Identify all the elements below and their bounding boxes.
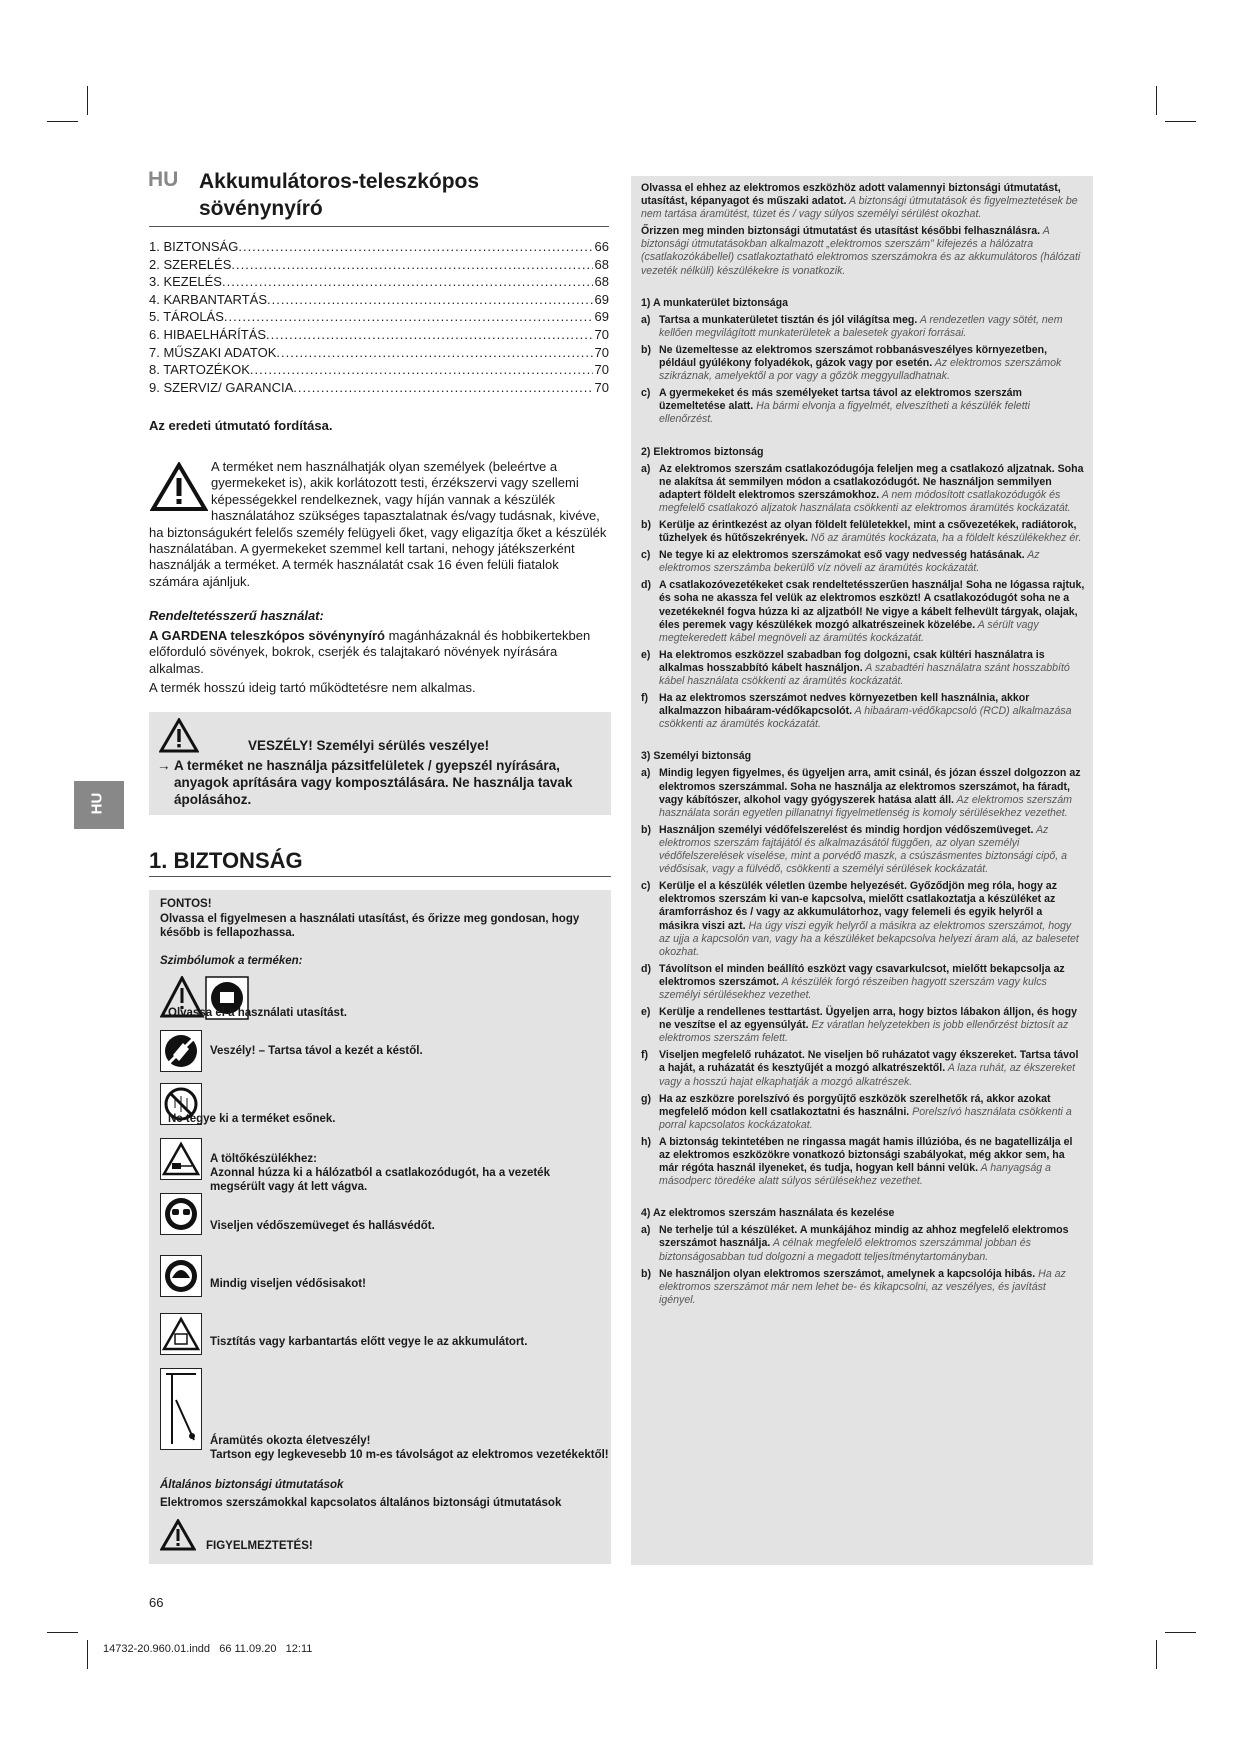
toc-row[interactable] — [149, 308, 609, 326]
product-name: A GARDENA teleszkópos sövénynyíró — [149, 628, 385, 643]
item-key: a) — [641, 462, 651, 475]
toc-dots — [222, 273, 593, 291]
item-italic: A készülék forgó részeiben hagyott szerszám vagy kulcs személyi sérülésekhez vezethet. — [659, 975, 1047, 1001]
toc-dots — [276, 344, 592, 362]
battery-icon — [160, 1313, 202, 1355]
item-key: g) — [641, 1092, 651, 1105]
item-italic: A laza ruhát, az ékszereket vagy a hosszú hajat elkaphatják a mozgó alkatrészek. — [659, 1062, 1076, 1088]
item-italic: A hanyagság a másodperc töredéke alatt súlyos sérülésekhez vezethet. — [659, 1162, 1051, 1188]
intended-use-note: A termék hosszú ideig tartó működtetésre nem alkalmas. — [149, 680, 476, 695]
item-italic: Ha bármi elvonja a figyelmét, elveszítheti a készülék feletti ellenőrzést. — [659, 400, 1030, 426]
toc-row[interactable] — [149, 326, 609, 344]
toc-dots — [238, 238, 592, 256]
safety-section — [641, 750, 1085, 1188]
item-text — [659, 692, 1085, 731]
toc-page: 66 — [594, 239, 609, 254]
toc-page: 70 — [594, 344, 609, 360]
toc-dots — [293, 379, 592, 397]
item-bold: Ne üzemeltesse az elektromos szerszámot robbanásveszélyes környezetben, például gyúlékony folyadékok, gázok vagy por esetén. — [659, 343, 1048, 370]
toc-row[interactable] — [149, 291, 609, 309]
item-bold: A gyermekeket és más személyeket tartsa távol az elektromos szerszám üzemeltetése alatt. — [659, 387, 1022, 413]
danger-text: A terméket ne használja pázsitfelületek / gyepszél nyírására, anyagok aprítására vagy komposztálására. Ne használja tavak ápolásához. — [174, 758, 573, 807]
item-italic: A célnak megfelelő elektromos szerszámmal jobban és biztonságosabban tud dolgozni a megadott teljesítménytartományban. — [659, 1237, 1031, 1263]
item-text — [659, 1006, 1085, 1045]
item-italic: A nem módosított csatlakozódugók és megfelelő csatlakozó aljzatok használata csökkenti az elektromos áramütés kockázatát. — [659, 488, 1071, 514]
item-text — [659, 1093, 1085, 1132]
item-text — [659, 1049, 1085, 1088]
symbol-row — [160, 1255, 366, 1297]
symbol-text-read-manual: Olvassa el a használati utasítást. — [168, 1007, 347, 1019]
item-italic: Az elektromos szerszámok szikráznak, amelyektől a por vagy a gőzök meggyulladhatnak. — [659, 357, 1062, 383]
item-key: a) — [641, 767, 651, 780]
charger-icon — [160, 1138, 202, 1180]
intro-para-1 — [641, 182, 1085, 221]
intro-2-italic: A biztonsági útmutatásokban alkalmazott „elektromos szerszám” kifejezés a hálózatra (csatlakozókábellel) csatlakoztatható elektromos szerszámokra és az akkumulátoros (hálózati vezeték nélküli) készülékekre is vonatkozik. — [641, 225, 1081, 277]
toc-dots — [250, 361, 593, 379]
item-key: f) — [641, 692, 649, 705]
symbol-row — [160, 1193, 435, 1235]
general-safety-subheading: Elektromos szerszámokkal kapcsolatos általános biztonsági útmutatások — [160, 1497, 562, 1509]
side-tab-label: HU — [88, 792, 106, 815]
item-bold: Tartsa a munkaterületet tisztán és jól világítsa meg. — [659, 313, 918, 326]
intended-use-rest: magánházaknál és hobbikertekben előforduló sövények, bokrok, cserjék és talajtakaró növények nyírására alkalmas. — [149, 628, 591, 676]
item-key: b) — [641, 518, 651, 531]
item-text — [659, 344, 1085, 383]
power-line-text: Áramütés okozta életveszély! Tartson egy legkevesebb 10 m-es távolságot az elektromos vezetékektől! — [210, 1435, 609, 1461]
section-heading: 2) Elektromos biztonság — [641, 445, 764, 458]
item-text — [659, 387, 1085, 426]
intro-1-italic: A biztonsági útmutatások és figyelmeztetések be nem tartása áramütést, tüzet és / vagy súlyos személyi sérülést okozhat. — [641, 195, 1078, 221]
item-bold: A biztonság tekintetében ne ringassa magát hamis illúzióba, és ne bagatellizálja el az elektromos eszközökre vonatkozó biztonsági szabályokat, még akkor sem, ha már régóta használ ilyeneket, és tudja, hogyan kell bánni velük. — [659, 1135, 1073, 1175]
crop-mark — [87, 86, 88, 115]
helmet-icon — [160, 1255, 202, 1297]
toc-label: 6. HIBAELHÁRÍTÁS — [149, 326, 267, 342]
item-key: a) — [641, 313, 651, 326]
symbol-text-charger — [210, 1138, 600, 1194]
warning-icon — [160, 1519, 196, 1551]
toc-row[interactable] — [149, 273, 609, 291]
toc-dots — [266, 326, 592, 344]
toc-dots — [224, 308, 593, 326]
toc-row[interactable] — [149, 361, 609, 379]
item-text — [659, 519, 1085, 545]
item-italic: A szabadtéri használatra szánt hosszabbító kábel használata csökkenti az áramütés kockázatát. — [659, 661, 1070, 687]
toc-label: 9. SZERVIZ/ GARANCIA — [149, 379, 294, 395]
danger-triangle-icon — [159, 718, 199, 753]
goggles-icon — [160, 1193, 202, 1235]
item-key: d) — [641, 579, 651, 592]
item-key: e) — [641, 648, 651, 661]
intended-use-text — [149, 628, 611, 677]
item-italic: Ha úgy viszi egyik helyről a másikra az elektromos szerszámot, hogy az ujja a kapcsolón van, vagy ha a készüléket bekapcsolva helyezi áram alá, az balesetet okozhat. — [659, 919, 1079, 958]
safety-item — [641, 314, 1085, 340]
item-key: b) — [641, 823, 651, 836]
crop-mark — [47, 1632, 78, 1633]
item-italic: Ha az elektromos szerszámot már nem lehet be- és kikapcsolni, az veszélyes, és javítást igényel. — [659, 1267, 1066, 1306]
charger-text: A töltőkészülékhez: Azonnal húzza ki a hálózatból a csatlakozódugót, ha a vezeték megsérült vagy át lett vágva. — [210, 1153, 550, 1193]
safety-section — [641, 446, 1085, 732]
item-text — [659, 649, 1085, 688]
crop-mark — [87, 1640, 88, 1669]
footer-file-info: 14732-20.960.01.indd 66 11.09.20 12:11 — [103, 1643, 313, 1655]
language-side-tab — [74, 781, 124, 829]
item-text — [659, 463, 1085, 515]
intro-block — [641, 182, 1085, 278]
crop-mark — [47, 121, 78, 122]
symbol-text-helmet: Mindig viseljen védősisakot! — [210, 1278, 366, 1290]
section-title: 1. BIZTONSÁG — [149, 848, 303, 873]
item-italic: Nő az áramütés kockázata, ha a földelt készülékekhez ér. — [807, 532, 1082, 545]
safety-item — [641, 387, 1085, 426]
safety-section — [641, 1207, 1085, 1307]
translation-note: Az eredeti útmutató fordítása. — [149, 418, 333, 433]
item-bold: Ha az eszközre porelszívó és porgyűjtő eszközök szerelhetők rá, akkor azokat megfelelő módon kell csatlakoztatni és használni. — [659, 1092, 1051, 1118]
safety-item — [641, 963, 1085, 1002]
safety-item — [641, 1093, 1085, 1132]
item-italic: Ez váratlan helyzetekben is jobb ellenőrzést biztosít az elektromos szerszám felett. — [659, 1019, 1069, 1045]
safety-section — [641, 297, 1085, 427]
item-text — [659, 579, 1085, 644]
language-code: HU — [148, 168, 179, 191]
item-key: b) — [641, 1267, 651, 1280]
item-key: h) — [641, 1135, 651, 1148]
toc-page: 68 — [594, 274, 609, 290]
toc-page: 69 — [594, 309, 609, 325]
toc-label: 7. MŰSZAKI ADATOK — [149, 344, 277, 360]
toc-label: 3. KEZELÉS — [149, 274, 222, 290]
item-bold: Használjon személyi védőfelszerelést és mindig hordjon védőszemüveget. — [659, 823, 1034, 836]
item-key: b) — [641, 343, 651, 356]
toc-label: 8. TARTOZÉKOK — [149, 362, 250, 378]
symbol-row — [160, 1030, 423, 1072]
toc-page: 68 — [594, 256, 609, 272]
safety-item — [641, 1268, 1085, 1307]
title-line-2: sövénynyíró — [199, 197, 323, 220]
warning-paragraph — [149, 459, 611, 590]
item-italic: Porelszívó használata csökkenti a porral kapcsolatos kockázatokat. — [659, 1105, 1072, 1131]
toc-row[interactable] — [149, 379, 609, 397]
toc-label: 2. SZERELÉS — [149, 256, 232, 272]
safety-item — [641, 880, 1085, 959]
intended-use-heading: Rendeltetésszerű használat: — [149, 608, 324, 623]
section-heading: 1) A munkaterület biztonsága — [641, 296, 788, 309]
toc-page: 69 — [594, 291, 609, 307]
section-heading: 3) Személyi biztonság — [641, 750, 752, 763]
table-of-contents — [149, 238, 609, 396]
toc-label: 1. BIZTONSÁG — [149, 239, 239, 254]
item-bold: Ne terhelje túl a készüléket. A munkájához mindig az ahhoz megfelelő elektromos szerszámot használja. — [659, 1224, 1069, 1250]
item-italic: Az elektromos szerszám használata során egyetlen pillanatnyi figyelmetlenség is komoly sérülésekhez vezethet. — [659, 793, 1072, 819]
item-italic: A hibaáram-védőkapcsoló (RCD) alkalmazása csökkenti az áramütés kockázatát. — [659, 705, 1072, 731]
safety-item — [641, 1224, 1085, 1263]
item-text — [659, 549, 1085, 575]
item-bold: Ne tegye ki az elektromos szerszámokat eső vagy nedvesség hatásának. — [659, 549, 1025, 562]
item-key: a) — [641, 1224, 651, 1237]
safety-item — [641, 344, 1085, 383]
item-key: f) — [641, 1049, 649, 1062]
toc-row[interactable] — [149, 256, 609, 274]
danger-title: VESZÉLY! Személyi sérülés veszélye! — [248, 738, 490, 753]
item-text — [659, 314, 1085, 340]
toc-page: 70 — [594, 379, 609, 395]
danger-arrow: → — [157, 758, 171, 773]
toc-label: 4. KARBANTARTÁS — [149, 291, 267, 307]
safety-item — [641, 463, 1085, 515]
item-bold: Kerülje a rendellenes testtartást. Ügyeljen arra, hogy biztos lábakon álljon, és hogy ne veszítse el az egyensúlyát. — [659, 1006, 1077, 1032]
page-title — [199, 168, 479, 222]
item-italic: A rendezetlen vagy sötét, nem kellően megvilágított munkaterületek a balesetek gyakori forrásai. — [659, 313, 1063, 339]
title-line-1: Akkumulátoros-teleszkópos — [199, 170, 480, 193]
item-text — [659, 963, 1085, 1002]
title-rule — [149, 226, 609, 227]
danger-box — [149, 712, 611, 815]
safety-item — [641, 692, 1085, 731]
crop-mark — [1156, 86, 1157, 115]
item-bold: Viseljen megfelelő ruházatot. Ne viseljen bő ruházatot vagy ékszereket. Tartsa távol a haját, a ruházatát és kesztyűjét a mozgó alkatrészektől. — [659, 1049, 1079, 1075]
intro-para-2 — [641, 225, 1085, 277]
safety-item — [641, 767, 1085, 819]
item-text — [659, 824, 1085, 876]
item-key: c) — [641, 387, 651, 400]
section-heading: 4) Az elektromos szerszám használata és kezelése — [641, 1207, 895, 1220]
crop-mark — [1156, 1640, 1157, 1669]
toc-dots — [267, 291, 593, 309]
warning-label: FIGYELMEZTETÉS! — [206, 1540, 313, 1552]
item-bold: Ha az elektromos szerszámot nedves környezetben kell használnia, akkor alkalmazzon hibaáram-védőkapcsolót. — [659, 692, 1030, 718]
intro-1-bold: Olvassa el ehhez az elektromos eszközhöz adott valamennyi biztonsági útmutatást, utasítást, képanyagot és műszaki adatot. — [641, 182, 1061, 208]
item-bold: Távolítson el minden beállító eszközt vagy csavarkulcsot, mielőtt bekapcsolja az elektromos szerszámot. — [659, 962, 1065, 988]
safety-item — [641, 649, 1085, 688]
toc-label: 5. TÁROLÁS — [149, 309, 224, 325]
item-bold: A csatlakozóvezetékeket csak rendeltetésszerűen használja! Soha ne lógassa rajtuk, és soha ne akassza fel velük az elektromos eszközt! A csatlakozódugót soha ne a vezetékeknél fogva húzza ki az aljzatból! Ne vigye a kábelt felhevült tárgyak, olajak, éles peremek vagy készülékek mozgó alkatrészeinek közelébe. — [659, 579, 1085, 631]
section-rule — [149, 876, 611, 877]
symbol-text-rain: Ne tegye ki a terméket esőnek. — [168, 1113, 336, 1125]
safety-item — [641, 1049, 1085, 1088]
safety-item — [641, 1006, 1085, 1045]
symbol-text-hand-blade: Veszély! – Tartsa távol a kezét a késtől. — [210, 1045, 423, 1057]
intro-2-bold: Őrizzen meg minden biztonsági útmutatást és utasítást későbbi felhasználásra. — [641, 225, 1041, 238]
symbol-row — [160, 1313, 527, 1355]
important-label: FONTOS! — [160, 898, 212, 910]
safety-item — [641, 1136, 1085, 1188]
safety-item — [641, 579, 1085, 644]
item-text — [659, 1224, 1085, 1263]
page-number: 66 — [149, 1595, 164, 1610]
symbol-text-power-line — [210, 1420, 610, 1462]
right-column — [641, 182, 1085, 1311]
item-bold: Az elektromos szerszám csatlakozódugója feleljen meg a csatlakozó aljzatnak. Soha ne alakítsa át semmilyen módon a csatlakozódugót. Ne használjon semmilyen adaptert földelt elektromos szerszámokhoz. — [659, 462, 1084, 501]
toc-row[interactable] — [149, 344, 609, 362]
toc-dots — [231, 256, 592, 274]
safety-item — [641, 549, 1085, 575]
item-bold: Kerülje az érintkezést az olyan földelt felületekkel, mint a csővezetékek, radiátorok, tűzhelyek és hűtőszekrények. — [659, 518, 1077, 545]
important-text: Olvassa el figyelmesen a használati utasítást, és őrizze meg gondosan, hogy később is fellapozhassa. — [160, 913, 580, 939]
item-key: c) — [641, 880, 651, 893]
item-italic: Az elektromos szerszám fajtájától és alkalmazásától függően, az olyan személyi védőfelszerelések viselése, mint a porvédő maszk, a csúszásmentes biztonsági cipő, a védősisak, vagy a fülvédő, csökkenti a személyi sérülések kockázatát. — [659, 823, 1068, 876]
warning-paragraph-text: A terméket nem használhatják olyan személyek (beleértve a gyermekeket is), akik korlátozott testi, érzékszervi vagy szellemi képességekkel rendelkeznek, vagy híján vannak a készülék használatához szükséges tapasztalatnak és/vagy tudásnak, kivéve, ha biztonságukért felelős személy felügyeli őket, vagy eligazítja őket a készülék használatában. A gyermekeket szemmel kell tartani, nehogy játékszerként használják a terméket. A termék használatát csak 16 éven felüli fiatalok számára ajánljuk. — [149, 459, 607, 589]
item-text — [659, 1268, 1085, 1307]
symbol-row — [160, 1368, 610, 1462]
safety-item — [641, 824, 1085, 876]
item-italic: Az elektromos szerszámba bekerülő víz növeli az áramütés kockázatát. — [659, 549, 1040, 575]
hand-blade-icon — [160, 1030, 202, 1072]
item-text — [659, 880, 1085, 959]
power-line-icon — [160, 1368, 202, 1450]
item-text — [659, 1136, 1085, 1188]
symbols-heading: Szimbólumok a terméken: — [160, 955, 303, 967]
toc-row[interactable] — [149, 238, 609, 256]
toc-page: 70 — [594, 362, 609, 378]
toc-page: 70 — [594, 326, 609, 342]
item-italic: A sérült vagy megtekeredett kábel megnöveli az áramütés kockázatát. — [659, 618, 1039, 644]
item-bold: Mindig legyen figyelmes, és ügyeljen arra, amit csinál, és józan ésszel dolgozzon az elektromos szerszámmal. Soha ne használja az elektromos szerszámot, ha fáradt, vagy kábítószer, alkohol vagy gyógyszerek hatása alatt áll. — [659, 767, 1081, 806]
symbol-row — [160, 1138, 600, 1194]
item-text — [659, 767, 1085, 819]
item-key: e) — [641, 1006, 651, 1019]
crop-mark — [1165, 1632, 1196, 1633]
item-key: c) — [641, 549, 651, 562]
item-bold: Ne használjon olyan elektromos szerszámot, amelynek a kapcsolója hibás. — [659, 1267, 1036, 1280]
safety-item — [641, 519, 1085, 545]
item-bold: Kerülje el a készülék véletlen üzembe helyezését. Győződjön meg róla, hogy az elektromos szerszám ki van-e kapcsolva, mielőtt csatlakoztatja a készüléket az áramforráshoz és / vagy az akkumulátorhoz, vagy felemeli és egyik helyről a másikra viszi azt. — [659, 880, 1057, 932]
crop-mark — [1165, 121, 1196, 122]
symbol-text-battery: Tisztítás vagy karbantartás előtt vegye le az akkumulátort. — [210, 1336, 528, 1348]
item-key: d) — [641, 962, 651, 975]
item-bold: Ha elektromos eszközzel szabadban fog dolgozni, csak kültéri használatra is alkalmas hosszabbító kábelt használjon. — [659, 648, 1045, 674]
general-safety-heading: Általános biztonsági útmutatások — [160, 1479, 344, 1491]
symbol-text-goggles: Viseljen védőszemüveget és hallásvédőt. — [210, 1220, 435, 1232]
